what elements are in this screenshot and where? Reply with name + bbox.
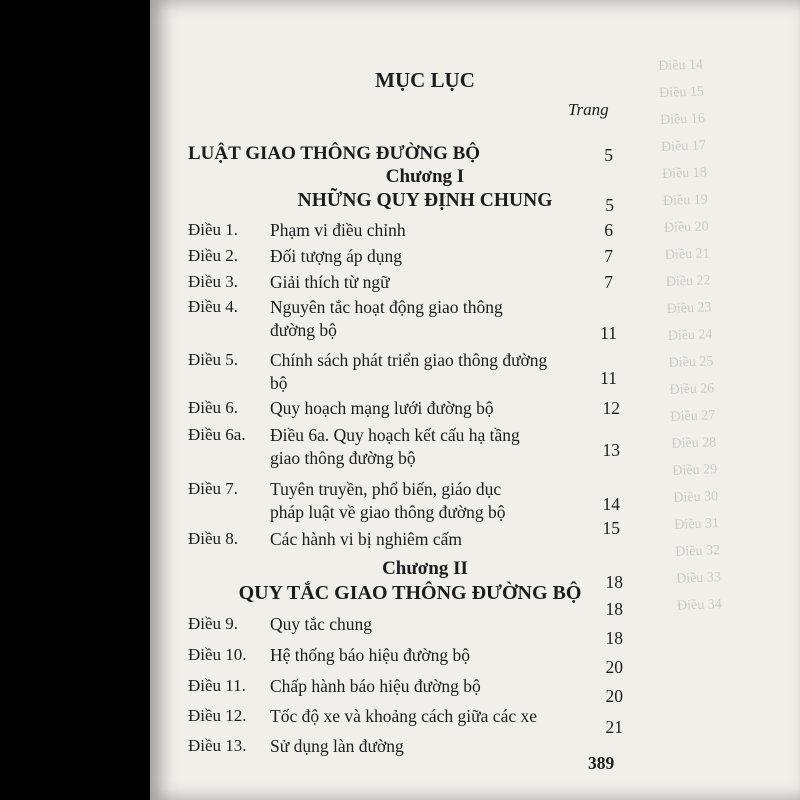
toc-entry-page: 6 — [604, 220, 613, 240]
bleed-through-line: Điều 22 — [665, 273, 711, 290]
toc-entry-title-line: Điều 6a. Quy hoạch kết cấu hạ tầng — [270, 425, 520, 445]
toc-entry-title-line: giao thông đường bộ — [270, 448, 416, 468]
bleed-through-line: Điều 26 — [669, 381, 715, 398]
toc-entry-article-number: Điều 5. — [188, 350, 239, 369]
toc-entry-article-number: Điều 13. — [188, 736, 247, 755]
toc-entry-article-number: Điều 9. — [188, 614, 239, 633]
bleed-through-line: Điều 33 — [675, 570, 722, 587]
toc-title: MỤC LỤC — [375, 68, 475, 92]
toc-entry-title-line: Quy hoạch mạng lưới đường bộ — [270, 398, 494, 418]
bleed-through-line: Điều 17 — [660, 138, 707, 155]
chapter-1-title: NHỮNG QUY ĐỊNH CHUNG — [297, 190, 553, 211]
chapter-1-page: 5 — [605, 195, 614, 215]
bleed-through-line: Điều 30 — [673, 489, 719, 506]
page-number: 389 — [588, 753, 615, 773]
toc-entry-article-number: Điều 4. — [188, 297, 239, 316]
toc-entry-page: 18 — [605, 628, 623, 648]
toc-entry-page: 20 — [605, 686, 623, 706]
chapter-2-title: QUY TẮC GIAO THÔNG ĐƯỜNG BỘ — [238, 582, 582, 604]
toc-entry-title-line: pháp luật về giao thông đường bộ — [270, 502, 506, 522]
toc-entry-title-line: Giải thích từ ngữ — [270, 272, 390, 292]
toc-entry-title-line: bộ — [270, 373, 288, 393]
toc-entry-article-number: Điều 6. — [188, 398, 239, 417]
bleed-through-line: Điều 32 — [675, 543, 721, 560]
toc-entry-article-number: Điều 2. — [188, 246, 239, 265]
toc-entry-title-line: Tuyên truyền, phổ biến, giáo dục — [270, 479, 502, 499]
bleed-through-line: Điều 27 — [670, 408, 716, 425]
toc-entry-article-number: Điều 8. — [188, 529, 239, 548]
toc-entry-article-number: Điều 11. — [188, 676, 246, 695]
toc-entry-article-number: Điều 10. — [188, 645, 247, 664]
toc-entry-page: 20 — [605, 657, 623, 677]
bleed-through-line: Điều 25 — [668, 354, 714, 371]
bleed-through-line: Điều 29 — [672, 462, 718, 479]
toc-entry-title-line: Sử dụng làn đường — [270, 736, 404, 756]
toc-entry-page: 12 — [602, 398, 620, 418]
book-page — [150, 0, 800, 800]
toc-entry-page: 21 — [605, 717, 623, 737]
bleed-through-line: Điều 31 — [674, 516, 720, 533]
chapter-2-label: Chương II — [382, 558, 468, 579]
toc-entry-page: 11 — [600, 323, 617, 343]
toc-entry-title-line: Đối tượng áp dụng — [270, 246, 402, 266]
chapter-1-label: Chương I — [385, 166, 465, 187]
bleed-through-line: Điều 28 — [671, 435, 717, 452]
toc-entry-title-line: Chấp hành báo hiệu đường bộ — [270, 676, 481, 696]
bleed-through-line: Điều 24 — [667, 327, 713, 344]
bleed-through-line: Điều 14 — [658, 57, 704, 74]
chapter-2-page: 18 — [605, 572, 623, 592]
toc-entry-article-number: Điều 7. — [188, 479, 239, 498]
toc-entry-title-line: Tốc độ xe và khoảng cách giữa các xe — [270, 706, 537, 726]
toc-entry-article-number: Điều 6a. — [188, 425, 246, 444]
toc-entry-article-number: Điều 1. — [188, 220, 239, 239]
toc-entry-title-line: Các hành vi bị nghiêm cấm — [270, 529, 462, 549]
toc-entry-page: 13 — [602, 440, 620, 460]
bleed-through-line: Điều 20 — [663, 219, 709, 236]
toc-entry-article-number: Điều 3. — [188, 272, 239, 291]
part-title: LUẬT GIAO THÔNG ĐƯỜNG BỘ — [188, 143, 481, 164]
toc-entry-title-line: Quy tắc chung — [270, 614, 373, 634]
bleed-through-line: Điều 16 — [659, 111, 706, 128]
toc-entry-page: 14 — [602, 494, 620, 514]
toc-entry-title-line: Phạm vi điều chỉnh — [270, 220, 406, 240]
bleed-through-text — [658, 47, 800, 752]
page-column-label: Trang — [568, 100, 609, 119]
toc-entry-page: 11 — [600, 368, 617, 388]
bleed-through-line: Điều 18 — [661, 165, 708, 182]
toc-entry-title-line: đường bộ — [270, 320, 337, 340]
bleed-through-line: Điều 34 — [676, 597, 723, 614]
bleed-through-line: Điều 21 — [664, 246, 710, 263]
bleed-through-line: Điều 19 — [662, 192, 708, 209]
toc-entry-title-line: Nguyên tắc hoạt động giao thông — [270, 297, 503, 317]
toc-entry-page: 15 — [602, 518, 620, 538]
part-page: 5 — [604, 145, 613, 165]
bleed-through-line: Điều 23 — [666, 300, 712, 317]
chapter-2-page-repeat: 18 — [605, 599, 623, 619]
toc-entry-title-line: Chính sách phát triển giao thông đường — [270, 350, 548, 370]
toc-entry-title-line: Hệ thống báo hiệu đường bộ — [270, 645, 471, 665]
toc-entry-page: 7 — [604, 272, 613, 292]
toc-entry-page: 7 — [604, 246, 613, 266]
toc-entry-article-number: Điều 12. — [188, 706, 247, 725]
bleed-through-line: Điều 15 — [658, 84, 705, 101]
